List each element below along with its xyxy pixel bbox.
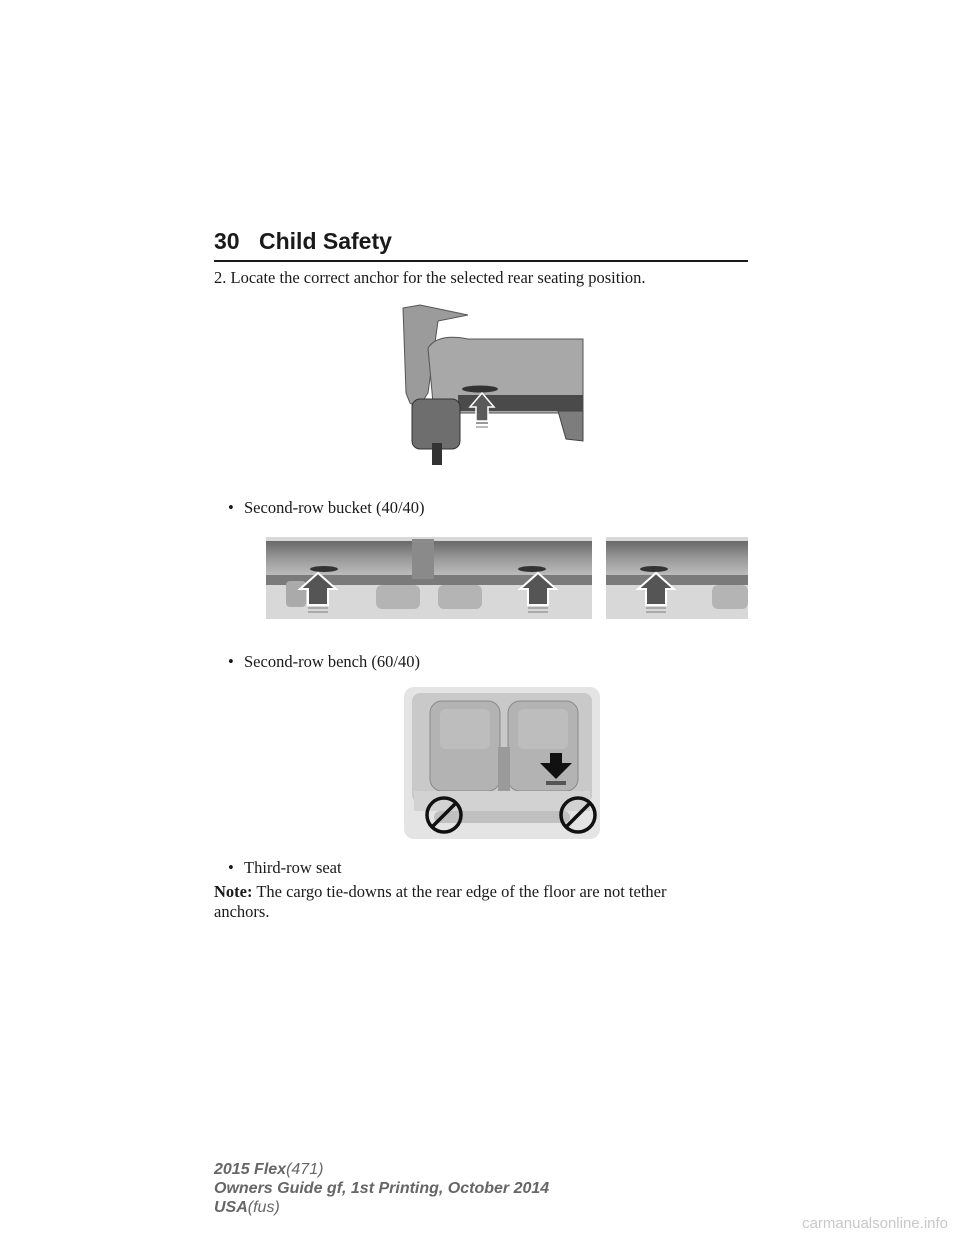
bullet-third-row-seat	[228, 858, 784, 878]
third-row-seat-illustration	[404, 687, 600, 839]
bullet-text: Second-row bench (60/40)	[244, 652, 420, 671]
footer-line-market	[214, 1198, 549, 1217]
second-row-bench-illustration	[266, 537, 748, 619]
bullet-marker: •	[228, 858, 234, 877]
step-text: 2. Locate the correct anchor for the selected rear seating position.	[214, 268, 646, 287]
footer-line-model	[214, 1160, 549, 1179]
header-rule	[214, 260, 748, 262]
second-row-bucket-illustration	[398, 303, 588, 468]
footer-model: 2015 Flex	[214, 1161, 287, 1178]
bullet-second-row-bench	[228, 652, 784, 672]
section-title: Child Safety	[259, 228, 392, 254]
watermark: carmanualsonline.info	[802, 1215, 948, 1232]
bullet-text: Second-row bucket (40/40)	[244, 498, 425, 517]
footer-line-edition	[214, 1179, 549, 1198]
bullet-marker: •	[228, 498, 234, 517]
bullet-second-row-bucket	[228, 498, 784, 518]
footer-market-code: (fus)	[247, 1199, 280, 1216]
note-text-line2: anchors.	[214, 902, 270, 921]
note-label: Note:	[214, 882, 253, 901]
page-number: 30	[214, 228, 240, 254]
footer-model-code: (471)	[286, 1161, 324, 1178]
bullet-marker: •	[228, 652, 234, 671]
footer-market: USA	[214, 1199, 248, 1216]
page-header	[214, 228, 748, 262]
note-paragraph	[214, 882, 754, 922]
bullet-text: Third-row seat	[244, 858, 342, 877]
footer-edition: Owners Guide gf, 1st Printing, October 2014	[214, 1180, 550, 1197]
page-footer	[214, 1160, 549, 1217]
note-text-line1: The cargo tie-downs at the rear edge of the floor are not tether	[256, 882, 667, 901]
